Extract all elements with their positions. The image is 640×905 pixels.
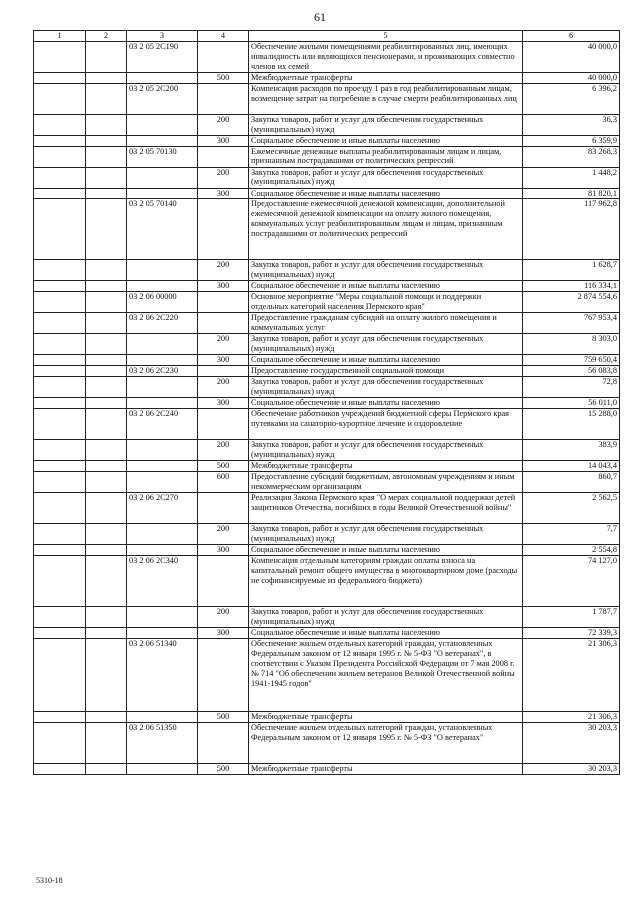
cell-amount: 117 962,8 [523, 199, 620, 260]
cell-col-2 [86, 461, 127, 472]
cell-target-article [127, 167, 198, 188]
cell-amount: 1 628,7 [523, 260, 620, 281]
cell-col-2 [86, 493, 127, 524]
cell-expense-type [198, 146, 249, 167]
header-col-5: 5 [249, 31, 523, 42]
cell-col-2 [86, 556, 127, 607]
cell-amount: 2 562,5 [523, 493, 620, 524]
cell-description: Предоставление ежемесячной денежной компенсации, дополнительной ежемесячной денежной компенсации на оплату жилого помещения, коммунальных услуг реабилитированным лицам и лицам, признанным пострадавшими от политических репрессий [249, 199, 523, 260]
table-row [34, 313, 620, 334]
cell-col-2 [86, 135, 127, 146]
cell-col-1 [34, 639, 86, 712]
cell-amount: 72 339,3 [523, 628, 620, 639]
cell-amount: 83 268,3 [523, 146, 620, 167]
cell-target-article: 03 2 05 2С200 [127, 83, 198, 114]
cell-amount: 74 127,0 [523, 556, 620, 607]
cell-amount: 767 953,4 [523, 313, 620, 334]
cell-target-article [127, 398, 198, 409]
cell-target-article [127, 524, 198, 545]
cell-expense-type [198, 313, 249, 334]
cell-col-1 [34, 146, 86, 167]
cell-expense-type: 300 [198, 355, 249, 366]
table-row [34, 440, 620, 461]
cell-col-1 [34, 712, 86, 723]
cell-col-2 [86, 409, 127, 440]
cell-expense-type [198, 83, 249, 114]
cell-expense-type: 300 [198, 545, 249, 556]
table-row [34, 72, 620, 83]
cell-target-article [127, 281, 198, 292]
table-row [34, 545, 620, 556]
cell-target-article: 03 2 06 2С270 [127, 493, 198, 524]
cell-col-1 [34, 114, 86, 135]
cell-col-1 [34, 281, 86, 292]
budget-table-body [34, 31, 620, 775]
cell-col-2 [86, 199, 127, 260]
cell-amount: 30 203,3 [523, 723, 620, 764]
cell-target-article [127, 764, 198, 775]
cell-expense-type: 200 [198, 440, 249, 461]
cell-target-article: 03 2 06 2С230 [127, 366, 198, 377]
cell-col-2 [86, 524, 127, 545]
header-col-2: 2 [86, 31, 127, 42]
table-row [34, 723, 620, 764]
cell-col-2 [86, 545, 127, 556]
cell-expense-type [198, 723, 249, 764]
cell-expense-type [198, 199, 249, 260]
cell-description: Ежемесячные денежные выплаты реабилитированным лицам и лицам, признанным пострадавшими от политических репрессий [249, 146, 523, 167]
cell-expense-type [198, 292, 249, 313]
table-row [34, 167, 620, 188]
cell-target-article: 03 2 06 2С240 [127, 409, 198, 440]
cell-amount: 6 359,9 [523, 135, 620, 146]
cell-expense-type: 300 [198, 135, 249, 146]
table-row [34, 398, 620, 409]
cell-expense-type [198, 409, 249, 440]
cell-expense-type [198, 41, 249, 72]
cell-description: Закупка товаров, работ и услуг для обеспечения государственных (муниципальных) нужд [249, 607, 523, 628]
cell-col-2 [86, 398, 127, 409]
cell-description: Межбюджетные трансферты [249, 461, 523, 472]
cell-amount: 40 000,0 [523, 72, 620, 83]
table-row [34, 355, 620, 366]
table-row [34, 764, 620, 775]
cell-target-article: 03 2 05 2С190 [127, 41, 198, 72]
cell-description: Закупка товаров, работ и услуг для обеспечения государственных (муниципальных) нужд [249, 377, 523, 398]
cell-col-1 [34, 313, 86, 334]
cell-amount: 116 334,1 [523, 281, 620, 292]
cell-amount: 14 043,4 [523, 461, 620, 472]
cell-description: Социальное обеспечение и иные выплаты населению [249, 281, 523, 292]
cell-col-2 [86, 628, 127, 639]
cell-description: Предоставление субсидий бюджетным, автономным учреждениям и иным некоммерческим организациям [249, 472, 523, 493]
cell-amount: 56 083,8 [523, 366, 620, 377]
cell-description: Компенсация расходов по проезду 1 раз в год реабилитированным лицам, возмещение затрат на погребение в случае смерти реабилитированных лиц [249, 83, 523, 114]
table-row [34, 292, 620, 313]
cell-amount: 21 306,3 [523, 639, 620, 712]
cell-expense-type: 300 [198, 398, 249, 409]
cell-col-1 [34, 524, 86, 545]
cell-expense-type: 500 [198, 712, 249, 723]
cell-expense-type [198, 639, 249, 712]
cell-description: Социальное обеспечение и иные выплаты населению [249, 188, 523, 199]
table-row [34, 83, 620, 114]
cell-col-1 [34, 764, 86, 775]
cell-col-1 [34, 723, 86, 764]
table-row [34, 628, 620, 639]
cell-col-1 [34, 292, 86, 313]
cell-col-2 [86, 167, 127, 188]
cell-amount: 8 303,0 [523, 334, 620, 355]
cell-amount: 1 787,7 [523, 607, 620, 628]
table-row [34, 712, 620, 723]
table-row [34, 260, 620, 281]
cell-col-2 [86, 377, 127, 398]
table-row [34, 146, 620, 167]
cell-description: Закупка товаров, работ и услуг для обеспечения государственных (муниципальных) нужд [249, 260, 523, 281]
cell-target-article: 03 2 06 51340 [127, 639, 198, 712]
cell-expense-type: 500 [198, 72, 249, 83]
cell-expense-type: 200 [198, 377, 249, 398]
table-row [34, 377, 620, 398]
cell-col-1 [34, 398, 86, 409]
cell-col-1 [34, 607, 86, 628]
cell-col-1 [34, 260, 86, 281]
table-row [34, 639, 620, 712]
cell-description: Закупка товаров, работ и услуг для обеспечения государственных (муниципальных) нужд [249, 334, 523, 355]
cell-amount: 1 448,2 [523, 167, 620, 188]
cell-amount: 7,7 [523, 524, 620, 545]
cell-target-article [127, 712, 198, 723]
cell-description: Компенсация отдельным категориям граждан оплаты взноса на капитальный ремонт общего имущества в многоквартирном доме (расходы не софинансируемые из федерального бюджета) [249, 556, 523, 607]
cell-target-article: 03 2 06 2С340 [127, 556, 198, 607]
cell-description: Социальное обеспечение и иные выплаты населению [249, 398, 523, 409]
cell-amount: 2 874 554,6 [523, 292, 620, 313]
cell-col-2 [86, 313, 127, 334]
cell-col-1 [34, 440, 86, 461]
cell-description: Обеспечение жильем отдельных категорий граждан, установленных Федеральным законом от 12 января 1995 г. № 5-ФЗ "О ветеранах" [249, 723, 523, 764]
cell-amount: 6 396,2 [523, 83, 620, 114]
header-col-4: 4 [198, 31, 249, 42]
cell-description: Закупка товаров, работ и услуг для обеспечения государственных (муниципальных) нужд [249, 524, 523, 545]
cell-amount: 2 554,8 [523, 545, 620, 556]
cell-col-2 [86, 355, 127, 366]
table-row [34, 199, 620, 260]
cell-col-1 [34, 628, 86, 639]
cell-target-article [127, 628, 198, 639]
cell-target-article [127, 114, 198, 135]
document-code: 5310-18 [36, 876, 63, 885]
cell-amount: 36,3 [523, 114, 620, 135]
header-col-6: 6 [523, 31, 620, 42]
cell-col-2 [86, 723, 127, 764]
table-row [34, 409, 620, 440]
cell-target-article [127, 72, 198, 83]
cell-description: Реализация Закона Пермского края "О мерах социальной поддержки детей защитников Отечества, погибших в годы Великой Отечественной войны" [249, 493, 523, 524]
cell-description: Закупка товаров, работ и услуг для обеспечения государственных (муниципальных) нужд [249, 114, 523, 135]
cell-target-article [127, 472, 198, 493]
cell-expense-type: 300 [198, 628, 249, 639]
cell-target-article: 03 2 06 51350 [127, 723, 198, 764]
cell-col-1 [34, 188, 86, 199]
cell-col-2 [86, 639, 127, 712]
cell-expense-type: 200 [198, 260, 249, 281]
cell-target-article [127, 607, 198, 628]
table-row [34, 135, 620, 146]
cell-col-1 [34, 556, 86, 607]
cell-col-2 [86, 83, 127, 114]
header-col-1: 1 [34, 31, 86, 42]
cell-expense-type: 200 [198, 607, 249, 628]
table-row [34, 461, 620, 472]
cell-amount: 860,7 [523, 472, 620, 493]
cell-description: Межбюджетные трансферты [249, 712, 523, 723]
cell-col-1 [34, 472, 86, 493]
cell-col-2 [86, 260, 127, 281]
cell-amount: 21 306,3 [523, 712, 620, 723]
cell-col-1 [34, 409, 86, 440]
cell-expense-type: 200 [198, 114, 249, 135]
cell-col-2 [86, 146, 127, 167]
budget-table [33, 30, 620, 775]
cell-col-1 [34, 135, 86, 146]
cell-expense-type [198, 556, 249, 607]
cell-amount: 81 820,1 [523, 188, 620, 199]
table-row [34, 281, 620, 292]
cell-col-1 [34, 366, 86, 377]
cell-description: Закупка товаров, работ и услуг для обеспечения государственных (муниципальных) нужд [249, 167, 523, 188]
cell-col-2 [86, 607, 127, 628]
cell-col-1 [34, 199, 86, 260]
cell-target-article: 03 2 05 70130 [127, 146, 198, 167]
cell-description: Обеспечение работников учреждений бюджетной сферы Пермского края путевками на санаторно-курортное лечение и оздоровление [249, 409, 523, 440]
cell-amount: 56 011,0 [523, 398, 620, 409]
cell-description: Межбюджетные трансферты [249, 764, 523, 775]
cell-expense-type: 200 [198, 524, 249, 545]
cell-description: Межбюджетные трансферты [249, 72, 523, 83]
cell-description: Социальное обеспечение и иные выплаты населению [249, 545, 523, 556]
cell-description: Основное мероприятие "Меры социальной помощи и поддержки отдельных категорий населения Пермского края" [249, 292, 523, 313]
cell-target-article: 03 2 06 00000 [127, 292, 198, 313]
header-row [34, 31, 620, 42]
cell-expense-type [198, 493, 249, 524]
cell-col-2 [86, 281, 127, 292]
cell-col-2 [86, 72, 127, 83]
cell-description: Предоставление гражданам субсидий на оплату жилого помещения и коммунальных услуг [249, 313, 523, 334]
cell-expense-type: 500 [198, 764, 249, 775]
cell-amount: 383,9 [523, 440, 620, 461]
table-row [34, 41, 620, 72]
cell-description: Обеспечение жильем отдельных категорий граждан, установленных Федеральным законом от 12 января 1995 г. № 5-ФЗ "О ветеранах", в соответствии с Указом Президента Российской Федерации от 7 мая 2008 г. № 714 "Об обеспечении жильем ветеранов Великой Отечественной войны 1941-1945 годов" [249, 639, 523, 712]
cell-amount: 15 288,0 [523, 409, 620, 440]
table-row [34, 493, 620, 524]
cell-col-2 [86, 41, 127, 72]
cell-col-2 [86, 114, 127, 135]
table-row [34, 556, 620, 607]
cell-expense-type: 500 [198, 461, 249, 472]
table-row [34, 188, 620, 199]
cell-expense-type: 200 [198, 334, 249, 355]
cell-target-article [127, 461, 198, 472]
cell-description: Предоставление государственной социальной помощи [249, 366, 523, 377]
table-row [34, 334, 620, 355]
cell-expense-type: 300 [198, 188, 249, 199]
cell-expense-type: 600 [198, 472, 249, 493]
cell-col-2 [86, 188, 127, 199]
cell-col-1 [34, 461, 86, 472]
cell-col-1 [34, 334, 86, 355]
table-row [34, 607, 620, 628]
cell-amount: 40 000,0 [523, 41, 620, 72]
cell-description: Социальное обеспечение и иные выплаты населению [249, 135, 523, 146]
cell-amount: 30 203,3 [523, 764, 620, 775]
cell-amount: 759 650,4 [523, 355, 620, 366]
cell-col-2 [86, 440, 127, 461]
cell-target-article [127, 260, 198, 281]
cell-expense-type: 300 [198, 281, 249, 292]
cell-target-article: 03 2 05 70140 [127, 199, 198, 260]
table-row [34, 114, 620, 135]
cell-target-article [127, 188, 198, 199]
cell-target-article [127, 334, 198, 355]
cell-col-2 [86, 366, 127, 377]
cell-col-1 [34, 355, 86, 366]
cell-description: Социальное обеспечение и иные выплаты населению [249, 355, 523, 366]
cell-target-article: 03 2 06 2С220 [127, 313, 198, 334]
cell-col-2 [86, 292, 127, 313]
cell-col-1 [34, 41, 86, 72]
cell-col-2 [86, 472, 127, 493]
cell-col-1 [34, 545, 86, 556]
cell-target-article [127, 135, 198, 146]
cell-col-1 [34, 493, 86, 524]
cell-target-article [127, 545, 198, 556]
table-row [34, 524, 620, 545]
table-row [34, 366, 620, 377]
cell-target-article [127, 440, 198, 461]
cell-description: Закупка товаров, работ и услуг для обеспечения государственных (муниципальных) нужд [249, 440, 523, 461]
cell-amount: 72,8 [523, 377, 620, 398]
cell-col-2 [86, 334, 127, 355]
cell-expense-type: 200 [198, 167, 249, 188]
table-row [34, 472, 620, 493]
cell-col-1 [34, 167, 86, 188]
cell-col-1 [34, 83, 86, 114]
header-col-3: 3 [127, 31, 198, 42]
cell-col-2 [86, 764, 127, 775]
cell-description: Обеспечение жилыми помещениями реабилитированных лиц, имеющих инвалидность или являющихся пенсионерами, и проживающих совместно членов их семей [249, 41, 523, 72]
cell-col-2 [86, 712, 127, 723]
page-number: 61 [314, 10, 326, 24]
cell-target-article [127, 355, 198, 366]
cell-description: Социальное обеспечение и иные выплаты населению [249, 628, 523, 639]
cell-col-1 [34, 72, 86, 83]
cell-expense-type [198, 366, 249, 377]
cell-target-article [127, 377, 198, 398]
cell-col-1 [34, 377, 86, 398]
